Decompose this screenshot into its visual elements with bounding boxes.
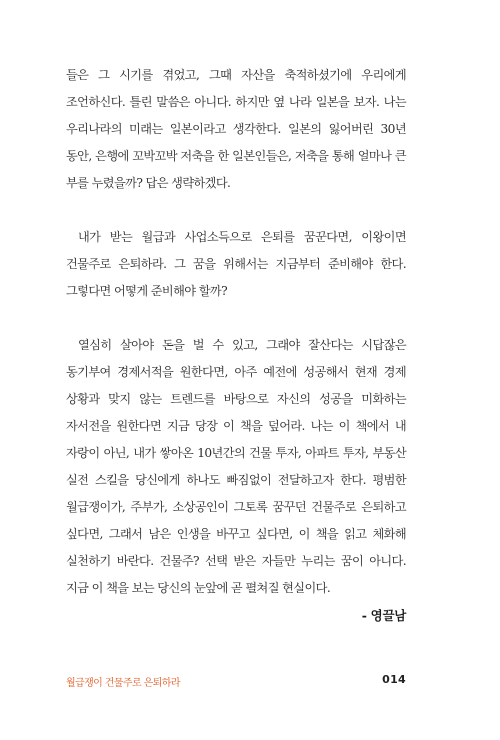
paragraph-spacer [66, 197, 406, 224]
paragraph-3: 열심히 살아야 돈을 벌 수 있고, 그래야 잘산다는 시답잖은 동기부여 경제서적을 원한다면, 아주 예전에 성공해서 현재 경제 상황과 맞지 않는 트렌드를 바탕으로 자신의 성공을 미화하는 자서전을 원한다면 지금 당장 이 책을 덮어라. 나는 이 책에서 내 자랑이 아닌, 내가 쌓아온 10년간의 건물 투자, 아파트 투자, 부동산 실전 스킬을 당신에게 하나도 빠짐없이 전달하고자 한다. 평범한 월급쟁이가, 주부가, 소상공인이 그토록 꿈꾸던 건물주로 은퇴하고 싶다면, 그래서 남은 인생을 바꾸고 싶다면, 이 책을 읽고 체화해 실천하기 바란다. 건물주? 선택 받은 자들만 누리는 꿈이 아니다. 지금 이 책을 보는 당신의 눈앞에 곧 펼쳐질 현실이다. [66, 338, 406, 595]
author-signature: - 영끌남 [361, 608, 406, 623]
page-number: 014 [382, 673, 406, 686]
paragraph-spacer [66, 305, 406, 332]
paragraph-2: 내가 받는 월급과 사업소득으로 은퇴를 꿈꾼다면, 이왕이면 건물주로 은퇴하라. 그 꿈을 위해서는 지금부터 준비해야 한다. 그렇다면 어떻게 준비해야 할까? [66, 230, 406, 298]
footer-book-title: 월급쟁이 건물주로 은퇴하라 [66, 678, 180, 689]
page-content [66, 62, 406, 628]
paragraph-1: 들은 그 시기를 겪었고, 그때 자산을 축적하셨기에 우리에게 조언하신다. 틀린 말씀은 아니다. 하지만 옆 나라 일본을 보자. 나는 우리나라의 미래는 일본이라고 생각한다. 일본의 잃어버린 30년 동안, 은행에 꼬박꼬박 저축을 한 일본인들은, 저축을 통해 얼마나 큰 부를 누렸을까? 답은 생략하겠다. [66, 68, 406, 190]
